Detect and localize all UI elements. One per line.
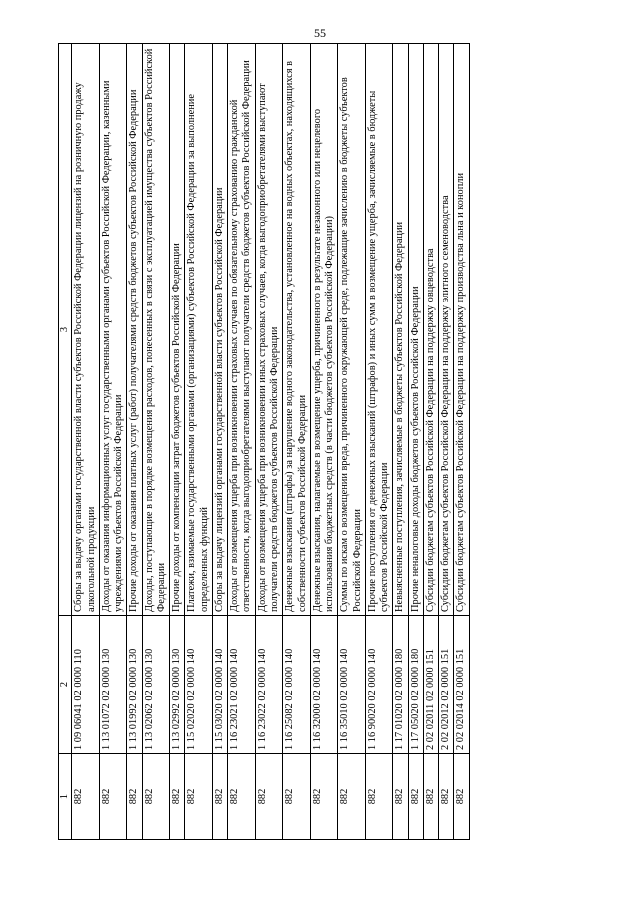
revenue-name-cell: Доходы от возмещения ущерба при возникновении страховых случаев по обязательному страхованию гражданской ответственности, когда выгодоприобретателями выступают получатели средств бюджетов субъектов Российской Федерации bbox=[228, 44, 256, 616]
table-row bbox=[365, 44, 393, 840]
table-row bbox=[212, 44, 227, 840]
budget-code-table-rotated bbox=[58, 44, 470, 840]
revenue-name-cell: Доходы от оказания информационных услуг государственными органами субъектов Российской Федерации, казенными учреждениями субъектов Российской Федерации bbox=[99, 44, 127, 616]
table-row bbox=[99, 44, 127, 840]
admin-code-cell: 882 bbox=[423, 754, 438, 840]
table-row bbox=[310, 44, 338, 840]
admin-code-cell: 882 bbox=[72, 754, 100, 840]
budget-code-cell: 1 16 35010 02 0000 140 bbox=[338, 616, 366, 754]
admin-code-cell: 882 bbox=[99, 754, 127, 840]
table-row bbox=[408, 44, 423, 840]
budget-code-cell: 1 16 23022 02 0000 140 bbox=[255, 616, 283, 754]
budget-code-cell: 1 16 23021 02 0000 140 bbox=[228, 616, 256, 754]
table-row bbox=[142, 44, 170, 840]
budget-code-cell: 1 17 05020 02 0000 180 bbox=[408, 616, 423, 754]
admin-code-cell: 882 bbox=[310, 754, 338, 840]
table-row bbox=[423, 44, 438, 840]
column-header-1: 1 bbox=[59, 754, 72, 840]
table-row bbox=[283, 44, 311, 840]
budget-code-cell: 1 16 32000 02 0000 140 bbox=[310, 616, 338, 754]
admin-code-cell: 882 bbox=[142, 754, 170, 840]
table-row bbox=[439, 44, 454, 840]
admin-code-cell: 882 bbox=[439, 754, 454, 840]
budget-code-cell: 1 09 06041 02 0000 110 bbox=[72, 616, 100, 754]
admin-code-cell: 882 bbox=[393, 754, 408, 840]
budget-code-cell: 1 13 01992 02 0000 130 bbox=[127, 616, 142, 754]
admin-code-cell: 882 bbox=[212, 754, 227, 840]
budget-code-cell: 1 16 90020 02 0000 140 bbox=[365, 616, 393, 754]
budget-code-cell: 2 02 02014 02 0000 151 bbox=[454, 616, 469, 754]
table-row bbox=[255, 44, 283, 840]
table-row bbox=[454, 44, 469, 840]
budget-code-cell: 1 16 25082 02 0000 140 bbox=[283, 616, 311, 754]
admin-code-cell: 882 bbox=[228, 754, 256, 840]
admin-code-cell: 882 bbox=[454, 754, 469, 840]
budget-code-cell: 1 13 02992 02 0000 130 bbox=[170, 616, 185, 754]
table-row bbox=[228, 44, 256, 840]
admin-code-cell: 882 bbox=[338, 754, 366, 840]
revenue-name-cell: Сборы за выдачу органами государственной власти субъектов Российской Федерации лицензий на розничную продажу алкогольной продукции bbox=[72, 44, 100, 616]
admin-code-cell: 882 bbox=[170, 754, 185, 840]
revenue-name-cell: Прочие поступления от денежных взысканий (штрафов) и иных сумм в возмещение ущерба, зачисляемые в бюджеты субъектов Российской Федерации bbox=[365, 44, 393, 616]
revenue-name-cell: Суммы по искам о возмещении вреда, причиненного окружающей среде, подлежащие зачислению в бюджеты субъектов Российской Федерации bbox=[338, 44, 366, 616]
revenue-name-cell: Субсидии бюджетам субъектов Российской Федерации на поддержку производства льна и конопли bbox=[454, 44, 469, 616]
table-row bbox=[127, 44, 142, 840]
budget-code-cell: 1 13 01072 02 0000 130 bbox=[99, 616, 127, 754]
table-header-row bbox=[59, 44, 72, 840]
revenue-name-cell: Прочие доходы от компенсации затрат бюджетов субъектов Российской Федерации bbox=[170, 44, 185, 616]
admin-code-cell: 882 bbox=[408, 754, 423, 840]
revenue-name-cell: Прочие неналоговые доходы бюджетов субъектов Российской Федерации bbox=[408, 44, 423, 616]
revenue-name-cell: Сборы за выдачу лицензий органами государственной власти субъектов Российской Федерации bbox=[212, 44, 227, 616]
table-row bbox=[170, 44, 185, 840]
column-header-2: 2 bbox=[59, 616, 72, 754]
budget-code-cell: 1 13 02062 02 0000 130 bbox=[142, 616, 170, 754]
column-header-3: 3 bbox=[59, 44, 72, 616]
table-row bbox=[185, 44, 213, 840]
admin-code-cell: 882 bbox=[283, 754, 311, 840]
revenue-name-cell: Субсидии бюджетам субъектов Российской Федерации на поддержку элитного семеноводства bbox=[439, 44, 454, 616]
table-row bbox=[338, 44, 366, 840]
admin-code-cell: 882 bbox=[127, 754, 142, 840]
revenue-name-cell: Невыясненные поступления, зачисляемые в бюджеты субъектов Российской Федерации bbox=[393, 44, 408, 616]
revenue-name-cell: Денежные взыскания (штрафы) за нарушение водного законодательства, установленное на водных объектах, находящихся в собственности субъектов Российской Федерации bbox=[283, 44, 311, 616]
admin-code-cell: 882 bbox=[255, 754, 283, 840]
budget-code-cell: 2 02 02012 02 0000 151 bbox=[439, 616, 454, 754]
budget-code-cell: 1 15 03020 02 0000 140 bbox=[212, 616, 227, 754]
page-number: 55 bbox=[314, 26, 326, 40]
revenue-name-cell: Денежные взыскания, налагаемые в возмещение ущерба, причиненного в результате незаконного или нецелевого использования бюджетных средств (в части бюджетов субъектов Российской Федерации) bbox=[310, 44, 338, 616]
budget-code-cell: 1 17 01020 02 0000 180 bbox=[393, 616, 408, 754]
budget-code-cell: 2 02 02011 02 0000 151 bbox=[423, 616, 438, 754]
revenue-name-cell: Доходы от возмещения ущерба при возникновении иных страховых случаев, когда выгодоприобретателями выступают получатели средств бюджетов субъектов Российской Федерации bbox=[255, 44, 283, 616]
budget-code-table bbox=[58, 43, 470, 840]
table-row bbox=[393, 44, 408, 840]
admin-code-cell: 882 bbox=[185, 754, 213, 840]
revenue-name-cell: Доходы, поступающие в порядке возмещения расходов, понесенных в связи с эксплуатацией имущества субъектов Российской Федерации bbox=[142, 44, 170, 616]
admin-code-cell: 882 bbox=[365, 754, 393, 840]
revenue-name-cell: Прочие доходы от оказания платных услуг (работ) получателями средств бюджетов субъектов Российской Федерации bbox=[127, 44, 142, 616]
table-row bbox=[72, 44, 100, 840]
budget-code-cell: 1 15 02020 02 0000 140 bbox=[185, 616, 213, 754]
revenue-name-cell: Платежи, взимаемые государственными органами (организациями) субъектов Российской Федерации за выполнение определенных функций bbox=[185, 44, 213, 616]
revenue-name-cell: Субсидии бюджетам субъектов Российской Федерации на поддержку овцеводства bbox=[423, 44, 438, 616]
